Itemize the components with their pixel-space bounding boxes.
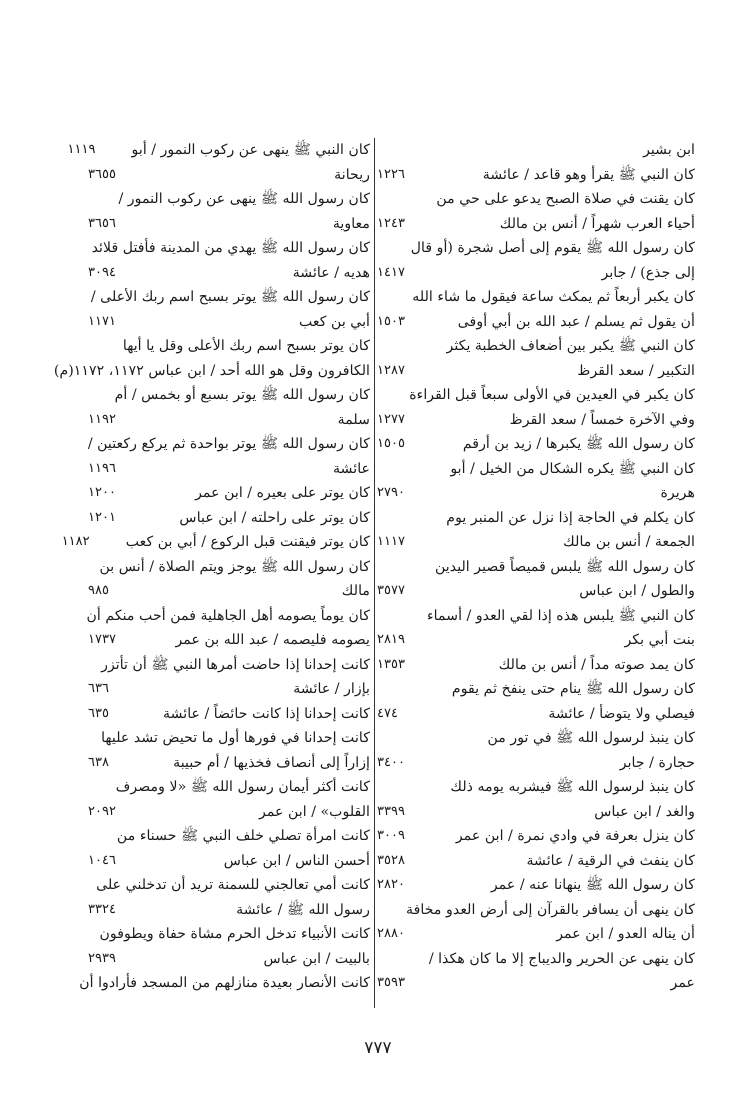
index-entry-line <box>88 849 370 874</box>
entry-text: التكبير / سعد القرظ <box>577 362 695 379</box>
index-entry-line <box>377 432 695 457</box>
entry-text: أن يقول ثم يسلم / عبد الله بن أبي أوفى <box>457 313 695 330</box>
entry-reference-number: ٣٠٠٩ <box>377 828 405 843</box>
entry-text: كان رسول الله ﷺ يوتر بسبع أو بخمس / أم <box>114 387 370 403</box>
index-entry-line <box>377 628 695 653</box>
entry-reference-number: ٢٩٣٩ <box>88 950 116 966</box>
index-entry-line <box>88 481 370 506</box>
index-entry-line <box>377 285 695 310</box>
entry-reference-number: ٣٤٠٠ <box>377 754 405 770</box>
index-entry-line <box>377 800 695 825</box>
index-entry-line <box>88 236 370 261</box>
index-entry-line <box>377 163 695 188</box>
entry-text: أحياء العرب شهراً / أنس بن مالك <box>499 215 695 232</box>
entry-reference-number: ١٢٠١ <box>88 509 116 525</box>
entry-text: كان يوتر فيقنت قبل الركوع / أبي بن كعب <box>125 534 370 550</box>
entry-text: كان رسول الله ﷺ ينهى عن ركوب النمور / <box>118 191 370 207</box>
index-column-left <box>53 138 370 996</box>
entry-reference-number <box>35 922 99 947</box>
entry-reference-number <box>377 334 423 359</box>
entry-text: كان يكبر أربعاً ثم يمكث ساعة فيقول ما شاء الله <box>412 289 695 305</box>
entry-reference-number <box>54 187 118 212</box>
entry-text: كان ينبذ لرسول الله ﷺ في تور من <box>487 730 695 746</box>
entry-text: كان ينزل بعرفة في وادي نمرة / ابن عمر <box>455 828 695 844</box>
index-entry-line <box>377 506 695 531</box>
entry-text: والطول / ابن عباس <box>579 583 695 599</box>
index-entry-line <box>377 383 695 408</box>
index-entry-line <box>88 628 370 653</box>
entry-text: مالك <box>341 583 370 599</box>
index-entry-line <box>377 849 695 874</box>
entry-reference-number: ١٥٠٣ <box>377 313 405 329</box>
index-entry-line <box>377 947 695 972</box>
entry-reference-number <box>37 653 101 678</box>
index-entry-line <box>377 775 695 800</box>
entry-text: كانت الأنصار بعيدة منازلهم من المسجد فأرادوا أن <box>79 975 370 991</box>
entry-reference-number: ٣٦٥٦ <box>88 215 116 231</box>
index-entry-line <box>377 922 695 947</box>
index-entry-line <box>88 163 370 188</box>
entry-text: كانت الأنبياء تدخل الحرم مشاة حفاة ويطوفون <box>99 926 370 942</box>
entry-text: أن يناله العدو / ابن عمر <box>556 926 695 942</box>
entry-reference-number: ١١٩٦ <box>88 460 116 476</box>
entry-text: كان النبي ﷺ ينهى عن ركوب النمور / أبو <box>131 142 370 158</box>
index-entry-line <box>88 579 370 604</box>
entry-text: إلى جذع) / جابر <box>601 264 695 281</box>
entry-text: كان رسول الله ﷺ يلبس قميصاً قصير اليدين <box>435 558 695 575</box>
entry-reference-number <box>59 334 123 359</box>
index-entry-line <box>53 359 370 384</box>
entry-reference-number: ١١١٧ <box>377 534 405 549</box>
entry-reference-number <box>377 457 423 482</box>
entry-text: كان يمد صوته مداً / أنس بن مالك <box>498 656 695 673</box>
entry-text: كان ينبذ لرسول الله ﷺ فيشربه يومه ذلك <box>450 779 695 795</box>
entry-text: سلمة <box>337 411 370 428</box>
index-entry-line <box>377 702 695 727</box>
index-entry-line <box>88 775 370 800</box>
entry-text: ابن بشير <box>643 142 695 158</box>
index-entry-line <box>79 971 370 996</box>
entry-text: كان رسول الله ﷺ يوتر بسبح اسم ربك الأعلى / <box>90 289 370 305</box>
index-entry-line <box>377 873 695 898</box>
entry-reference-number: ١١١٩ <box>67 142 96 157</box>
index-entry-line <box>61 530 370 555</box>
entry-reference-number: ٤٧٤ <box>377 705 398 721</box>
index-entry-line <box>67 138 370 163</box>
entry-text: كان يوتر بسبح اسم ربك الأعلى وقل يا أيها <box>122 338 370 354</box>
index-entry-line <box>88 555 370 580</box>
entry-text: بنت أبي بكر <box>624 632 695 648</box>
entry-reference-number: ٢٨٢٠ <box>377 877 405 892</box>
index-entry-line <box>377 751 695 776</box>
entry-reference-number <box>35 555 99 580</box>
entry-reference-number <box>0 359 54 384</box>
index-entry-line <box>88 212 370 237</box>
entry-text: رسول الله ﷺ / عائشة <box>236 901 370 918</box>
index-entry-line <box>377 212 695 237</box>
entry-text: معاوية <box>332 215 370 232</box>
entry-reference-number: ١١٧١ <box>88 313 116 329</box>
index-entry-line <box>377 187 695 212</box>
index-entry-line <box>377 310 695 335</box>
index-entry-line <box>377 579 695 604</box>
entry-text: القلوب» / ابن عمر <box>259 803 370 820</box>
entry-text: كانت امرأة تصلي خلف النبي ﷺ حسناء من <box>116 828 370 844</box>
index-entry-line <box>88 310 370 335</box>
index-entry-line <box>88 334 370 359</box>
index-entry-line <box>88 383 370 408</box>
index-entry-line <box>88 285 370 310</box>
entry-text: كان ينهى عن الحرير والديباج إلا ما كان هكذا / <box>428 950 695 967</box>
entry-reference-number: ٣٥٩٣ <box>377 975 405 990</box>
entry-text: كان رسول الله ﷺ يوتر بواحدة ثم يركع ركعتين / <box>87 436 370 452</box>
index-entry-line <box>88 800 370 825</box>
entry-text: أبي بن كعب <box>298 313 370 330</box>
entry-text: كان يقنت في صلاة الصبح يدعو على حي من <box>436 191 695 207</box>
entry-reference-number: ٣٣٩٩ <box>377 803 405 819</box>
entry-reference-number: ٦٣٦ <box>88 681 109 696</box>
entry-text: كانت أكثر أيمان رسول الله ﷺ «لا ومصرف <box>115 779 370 795</box>
index-entry-line <box>88 751 370 776</box>
index-entry-line <box>88 506 370 531</box>
index-entry-line <box>377 971 695 996</box>
entry-reference-number <box>377 506 423 531</box>
index-entry-line <box>88 604 370 629</box>
page-number: ٧٧٧ <box>364 1038 392 1058</box>
entry-reference-number <box>52 775 116 800</box>
index-entry-line <box>377 653 695 678</box>
entry-reference-number <box>32 873 96 898</box>
entry-reference-number: ٣٠٩٤ <box>88 264 116 280</box>
entry-reference-number <box>377 555 423 580</box>
entry-reference-number: ٢٨٨٠ <box>377 926 405 941</box>
entry-reference-number: ١٠٤٦ <box>88 852 116 868</box>
entry-reference-number: ٦٣٨ <box>88 754 109 770</box>
entry-reference-number <box>377 947 423 972</box>
index-entry-line <box>377 530 695 555</box>
entry-reference-number: ١٣٥٣ <box>377 656 405 672</box>
entry-reference-number <box>377 677 423 702</box>
entry-reference-number: ١٥٠٥ <box>377 436 405 451</box>
index-entry-line <box>377 261 695 286</box>
entry-reference-number <box>51 383 115 408</box>
entry-text: كان رسول الله ﷺ يهدي من المدينة فأفتل قلائد <box>91 240 370 256</box>
entry-text: كان يوتر على راحلته / ابن عباس <box>179 509 370 526</box>
index-entry-line <box>88 408 370 433</box>
index-entry-line <box>377 555 695 580</box>
entry-reference-number <box>377 138 423 163</box>
entry-text: كان ينهى أن يسافر بالقرآن إلى أرض العدو مخافة <box>406 901 695 918</box>
entry-text: كان النبي ﷺ يكره الشكال من الخيل / أبو <box>450 460 695 477</box>
entry-text: حجارة / جابر <box>619 754 695 771</box>
index-entry-line <box>88 898 370 923</box>
index-entry-line <box>377 334 695 359</box>
column-divider <box>374 138 375 1008</box>
index-entry-line <box>88 702 370 727</box>
index-entry-line <box>377 457 695 482</box>
entry-text: كان يوتر على بعيره / ابن عمر <box>195 485 370 501</box>
entry-reference-number <box>37 726 101 751</box>
index-entry-line <box>377 236 695 261</box>
entry-reference-number: ٣٥٢٨ <box>377 852 405 868</box>
entry-reference-number <box>27 285 91 310</box>
entry-reference-number: ١٢٤٣ <box>377 215 405 231</box>
entry-text: كان رسول الله ﷺ يكبرها / زيد بن أرقم <box>462 436 695 452</box>
entry-text: هريرة <box>660 485 695 501</box>
entry-reference-number: ١٢٨٧ <box>377 362 405 378</box>
entry-reference-number <box>28 236 92 261</box>
index-entry-line <box>88 947 370 972</box>
entry-reference-number: ٣٣٢٤ <box>88 901 116 917</box>
entry-reference-number: ١٢٧٧ <box>377 411 405 427</box>
entry-reference-number <box>24 432 88 457</box>
entry-text: كانت أمي تعالجني للسمنة تريد أن تدخلني على <box>96 877 370 893</box>
entry-text: الجمعة / أنس بن مالك <box>563 534 695 550</box>
entry-text: كان النبي ﷺ يقرأ وهو قاعد / عائشة <box>482 166 695 183</box>
index-entry-line <box>377 726 695 751</box>
entry-text: هديه / عائشة <box>292 264 370 281</box>
entry-reference-number <box>377 187 423 212</box>
entry-text: بإزار / عائشة <box>293 681 370 697</box>
entry-text: كانت إحدانا في فورها أول ما تحيض تشد عليها <box>101 730 370 746</box>
entry-text: كان رسول الله ﷺ ينام حتى ينفخ ثم يقوم <box>451 681 695 697</box>
index-entry-line <box>377 359 695 384</box>
index-entry-line <box>377 138 695 163</box>
entry-text: كان رسول الله ﷺ يوجز ويتم الصلاة / أنس بن <box>99 558 370 575</box>
entry-reference-number: ٢٠٩٢ <box>88 803 116 819</box>
entry-text: فيصلي ولا يتوضأ / عائشة <box>548 705 695 722</box>
entry-reference-number: ١٤١٧ <box>377 264 405 280</box>
entry-reference-number: ١٢٠٠ <box>88 485 116 500</box>
entry-text: إزاراً إلى أنصاف فخذيها / أم حبيبة <box>173 754 370 771</box>
entry-text: كان النبي ﷺ يكبر بين أضعاف الخطبة يكثر <box>446 338 695 354</box>
entry-text: وفي الآخرة خمساً / سعد القرظ <box>509 411 695 428</box>
entry-text: كان رسول الله ﷺ يقوم إلى أصل شجرة (أو قال <box>410 240 695 256</box>
entry-reference-number: ١١٩٢ <box>88 411 116 427</box>
index-entry-line <box>377 481 695 506</box>
entry-text: كان يكبر في العيدين في الأولى سبعاً قبل القراءة <box>409 387 695 403</box>
entry-reference-number: ٢٧٩٠ <box>377 485 405 500</box>
index-entry-line <box>377 677 695 702</box>
index-entry-line <box>377 824 695 849</box>
entry-text: كان النبي ﷺ يلبس هذه إذا لقي العدو / أسماء <box>427 607 695 624</box>
entry-text: كان ينفث في الرقية / عائشة <box>526 852 695 869</box>
entry-text: يصومه فليصمه / عبد الله بن عمر <box>175 632 370 648</box>
entry-text: كان رسول الله ﷺ ينهانا عنه / عمر <box>490 877 695 893</box>
index-entry-line <box>88 432 370 457</box>
entry-reference-number: ١١٨٢ <box>61 534 90 549</box>
index-entry-line <box>377 408 695 433</box>
index-entry-line <box>377 604 695 629</box>
index-column-right <box>377 138 695 996</box>
entry-reference-number: ١٢٢٦ <box>377 166 405 182</box>
index-entry-line <box>88 922 370 947</box>
entry-reference-number <box>363 383 409 408</box>
entry-text: كان يوماً يصومه أهل الجاهلية فمن أحب منكم أن <box>86 607 370 624</box>
entry-reference-number: ٣٥٧٧ <box>377 583 405 598</box>
index-entry-line <box>88 726 370 751</box>
index-entry-line <box>88 824 370 849</box>
index-entry-line <box>88 457 370 482</box>
entry-reference-number: ١٧٣٧ <box>88 632 116 647</box>
entry-reference-number: ٣٦٥٥ <box>88 166 116 182</box>
entry-text: بالبيت / ابن عباس <box>263 950 370 967</box>
index-entry-line <box>88 187 370 212</box>
entry-reference-number <box>23 604 87 629</box>
entry-reference-number: ٢٨١٩ <box>377 632 405 647</box>
entry-reference-number <box>377 775 423 800</box>
entry-reference-number: ٦٣٥ <box>88 705 109 721</box>
entry-reference-number <box>365 236 411 261</box>
entry-reference-number <box>377 604 423 629</box>
entry-reference-number: ٩٨٥ <box>88 583 109 598</box>
index-entry-line <box>88 261 370 286</box>
entry-text: عمر <box>670 975 695 991</box>
entry-reference-number <box>377 726 423 751</box>
index-entry-line <box>88 653 370 678</box>
index-entry-line <box>88 873 370 898</box>
entry-text: كانت إحدانا إذا حاضت أمرها النبي ﷺ أن تأتزر <box>101 656 370 673</box>
entry-text: أحسن الناس / ابن عباس <box>223 852 370 869</box>
entry-reference-number <box>15 971 79 996</box>
entry-text: والغد / ابن عباس <box>594 803 695 820</box>
entry-text: كانت إحدانا إذا كانت حائضاً / عائشة <box>163 705 370 722</box>
index-entry-line <box>377 898 695 923</box>
entry-text: كان يكلم في الحاجة إذا نزل عن المنبر يوم <box>446 509 695 526</box>
entry-text: عائشة <box>333 460 370 477</box>
entry-reference-number <box>53 824 117 849</box>
entry-text: الكافرون وقل هو الله أحد / ابن عباس ١١٧٢، ١١٧٢(م) <box>53 362 370 379</box>
index-entry-line <box>88 677 370 702</box>
entry-text: ريحانة <box>334 166 370 183</box>
